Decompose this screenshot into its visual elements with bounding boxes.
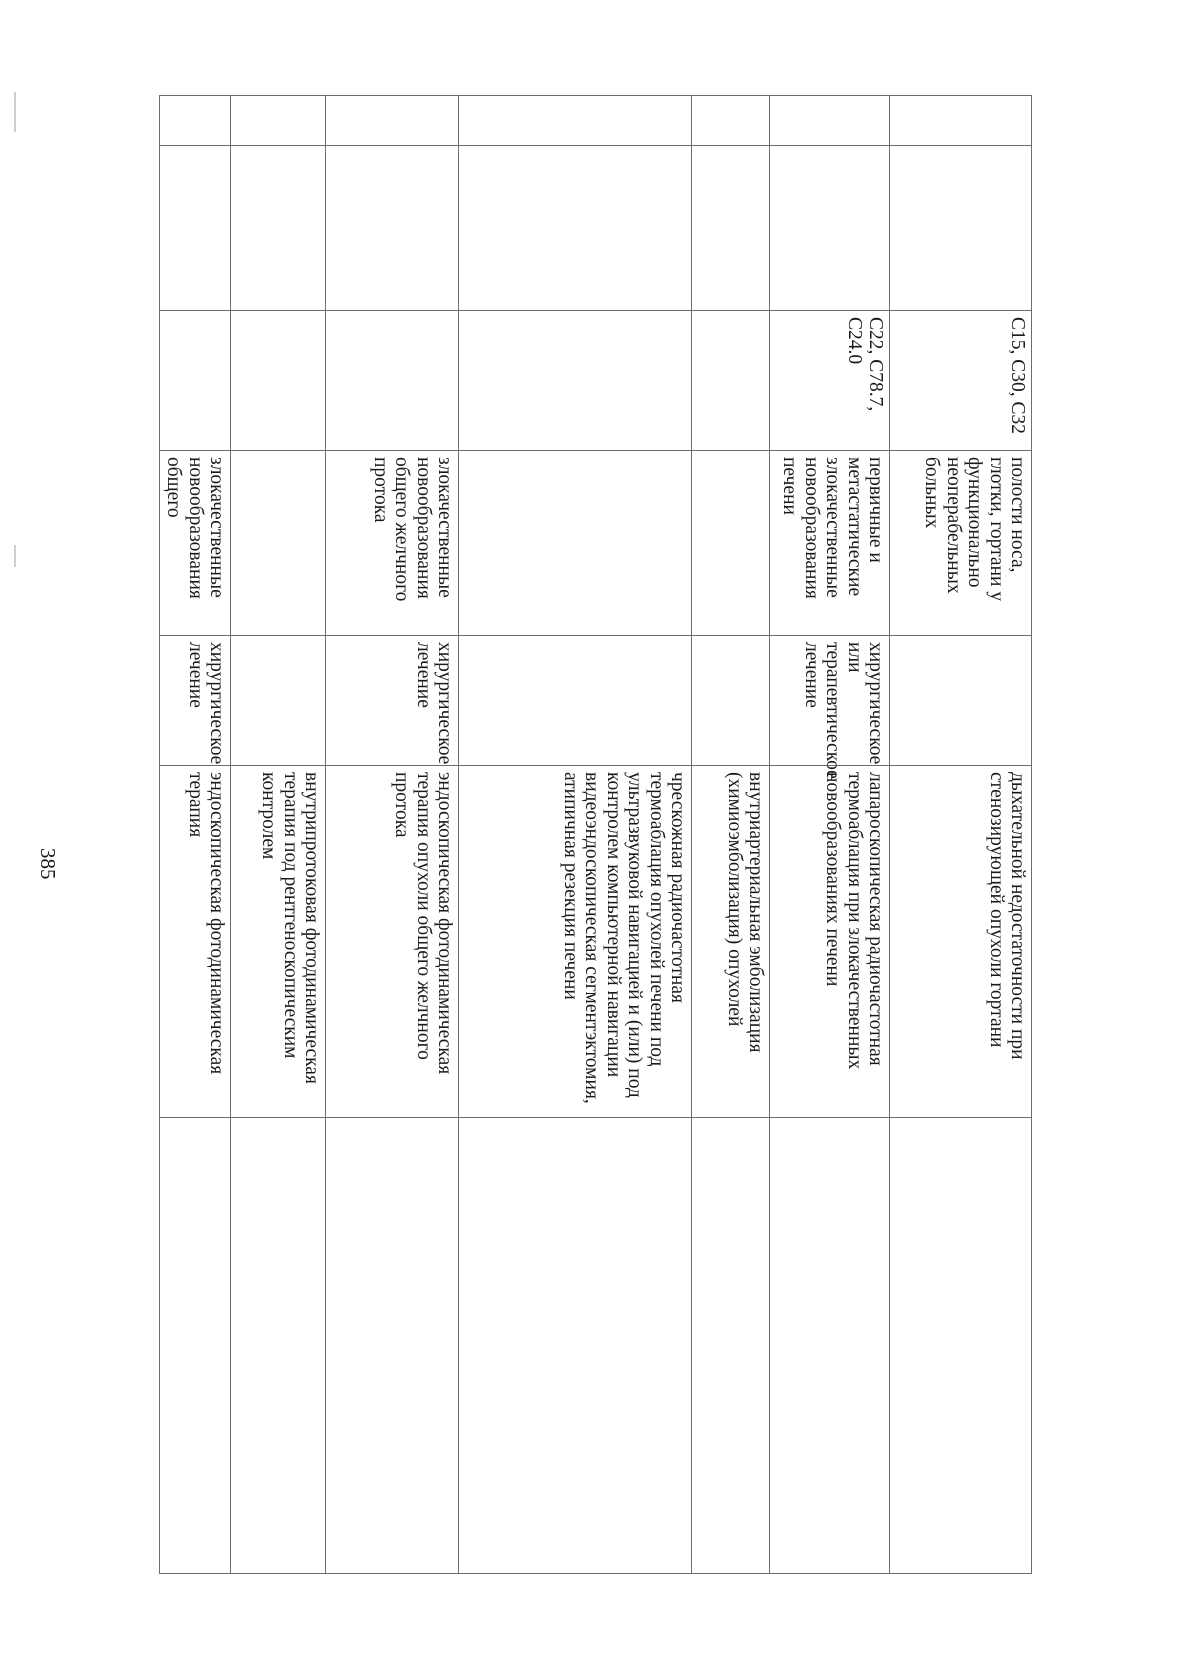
icd-codes-cell: C15, C30, C32 (890, 311, 1032, 451)
medical-care-table (159, 95, 1032, 1574)
table-cell (231, 96, 326, 146)
treatment-cell (890, 636, 1032, 766)
diagnosis-cell (459, 451, 692, 636)
table-row (890, 96, 1032, 1574)
method-cell: внутрипротоковая фотодинамическая терапия под рентгеноскопическим контролем (231, 766, 326, 1118)
table-cell (770, 96, 890, 146)
table-cell (692, 96, 770, 146)
treatment-cell: хирургическое или терапевтическое лечение (770, 636, 890, 766)
scan-edge-mark (14, 545, 16, 567)
table-cell (326, 96, 459, 146)
icd-codes-cell (459, 311, 692, 451)
table-cell (459, 1118, 692, 1574)
icd-codes-cell: C22, C78.7, C24.0 (770, 311, 890, 451)
scan-edge-mark (14, 92, 16, 132)
table-cell (231, 146, 326, 311)
table-cell (231, 1118, 326, 1574)
treatment-cell (692, 636, 770, 766)
table-cell (770, 1118, 890, 1574)
method-cell: эндоскопическая фотодинамическая терапия (159, 766, 230, 1118)
table-row (231, 96, 326, 1574)
treatment-cell: хирургическое лечение (326, 636, 459, 766)
diagnosis-cell: первичные и метастатические злокачественные новообразования печени (770, 451, 890, 636)
method-cell: внутриартериальная эмболизация (химиоэмболизация) опухолей (692, 766, 770, 1118)
table-row (159, 96, 230, 1574)
table-cell (770, 146, 890, 311)
treatment-cell: хирургическое лечение (159, 636, 230, 766)
table-cell (159, 146, 230, 311)
table-row (459, 96, 692, 1574)
method-cell: чрескожная радиочастотная термоаблация опухолей печени под ультразвуковой навигацией и (или) под контролем компьютерной навигации видеоэндоскопическая сегментэктомия, атипичная резекция печени (459, 766, 692, 1118)
table-cell (890, 1118, 1032, 1574)
table-cell (159, 96, 230, 146)
page-number: 385 (36, 848, 60, 880)
table-cell (159, 1118, 230, 1574)
diagnosis-cell: злокачественные новообразования общего (159, 451, 230, 636)
table-row (692, 96, 770, 1574)
icd-codes-cell (231, 311, 326, 451)
treatment-cell (231, 636, 326, 766)
table-cell (692, 146, 770, 311)
table-cell (326, 146, 459, 311)
table-cell (890, 146, 1032, 311)
table-cell (459, 96, 692, 146)
method-cell: дыхательной недостаточности при стенозирующей опухоли гортани (890, 766, 1032, 1118)
diagnosis-cell: злокачественные новообразования общего желчного протока (326, 451, 459, 636)
table-cell (459, 146, 692, 311)
method-cell: лапароскопическая радиочастотная термоаблация при злокачественных новообразованиях печени (770, 766, 890, 1118)
method-cell: эндоскопическая фотодинамическая терапия опухоли общего желчного протока (326, 766, 459, 1118)
treatment-cell (459, 636, 692, 766)
icd-codes-cell (692, 311, 770, 451)
diagnosis-cell (231, 451, 326, 636)
icd-codes-cell (326, 311, 459, 451)
table-cell (326, 1118, 459, 1574)
table-row (770, 96, 890, 1574)
diagnosis-cell: полости носа, глотки, гортани у функционально неоперабельных больных (890, 451, 1032, 636)
diagnosis-cell (692, 451, 770, 636)
table-cell (890, 96, 1032, 146)
table-row (326, 96, 459, 1574)
icd-codes-cell (159, 311, 230, 451)
table-cell (692, 1118, 770, 1574)
document-table-sheet (163, 95, 1032, 1573)
